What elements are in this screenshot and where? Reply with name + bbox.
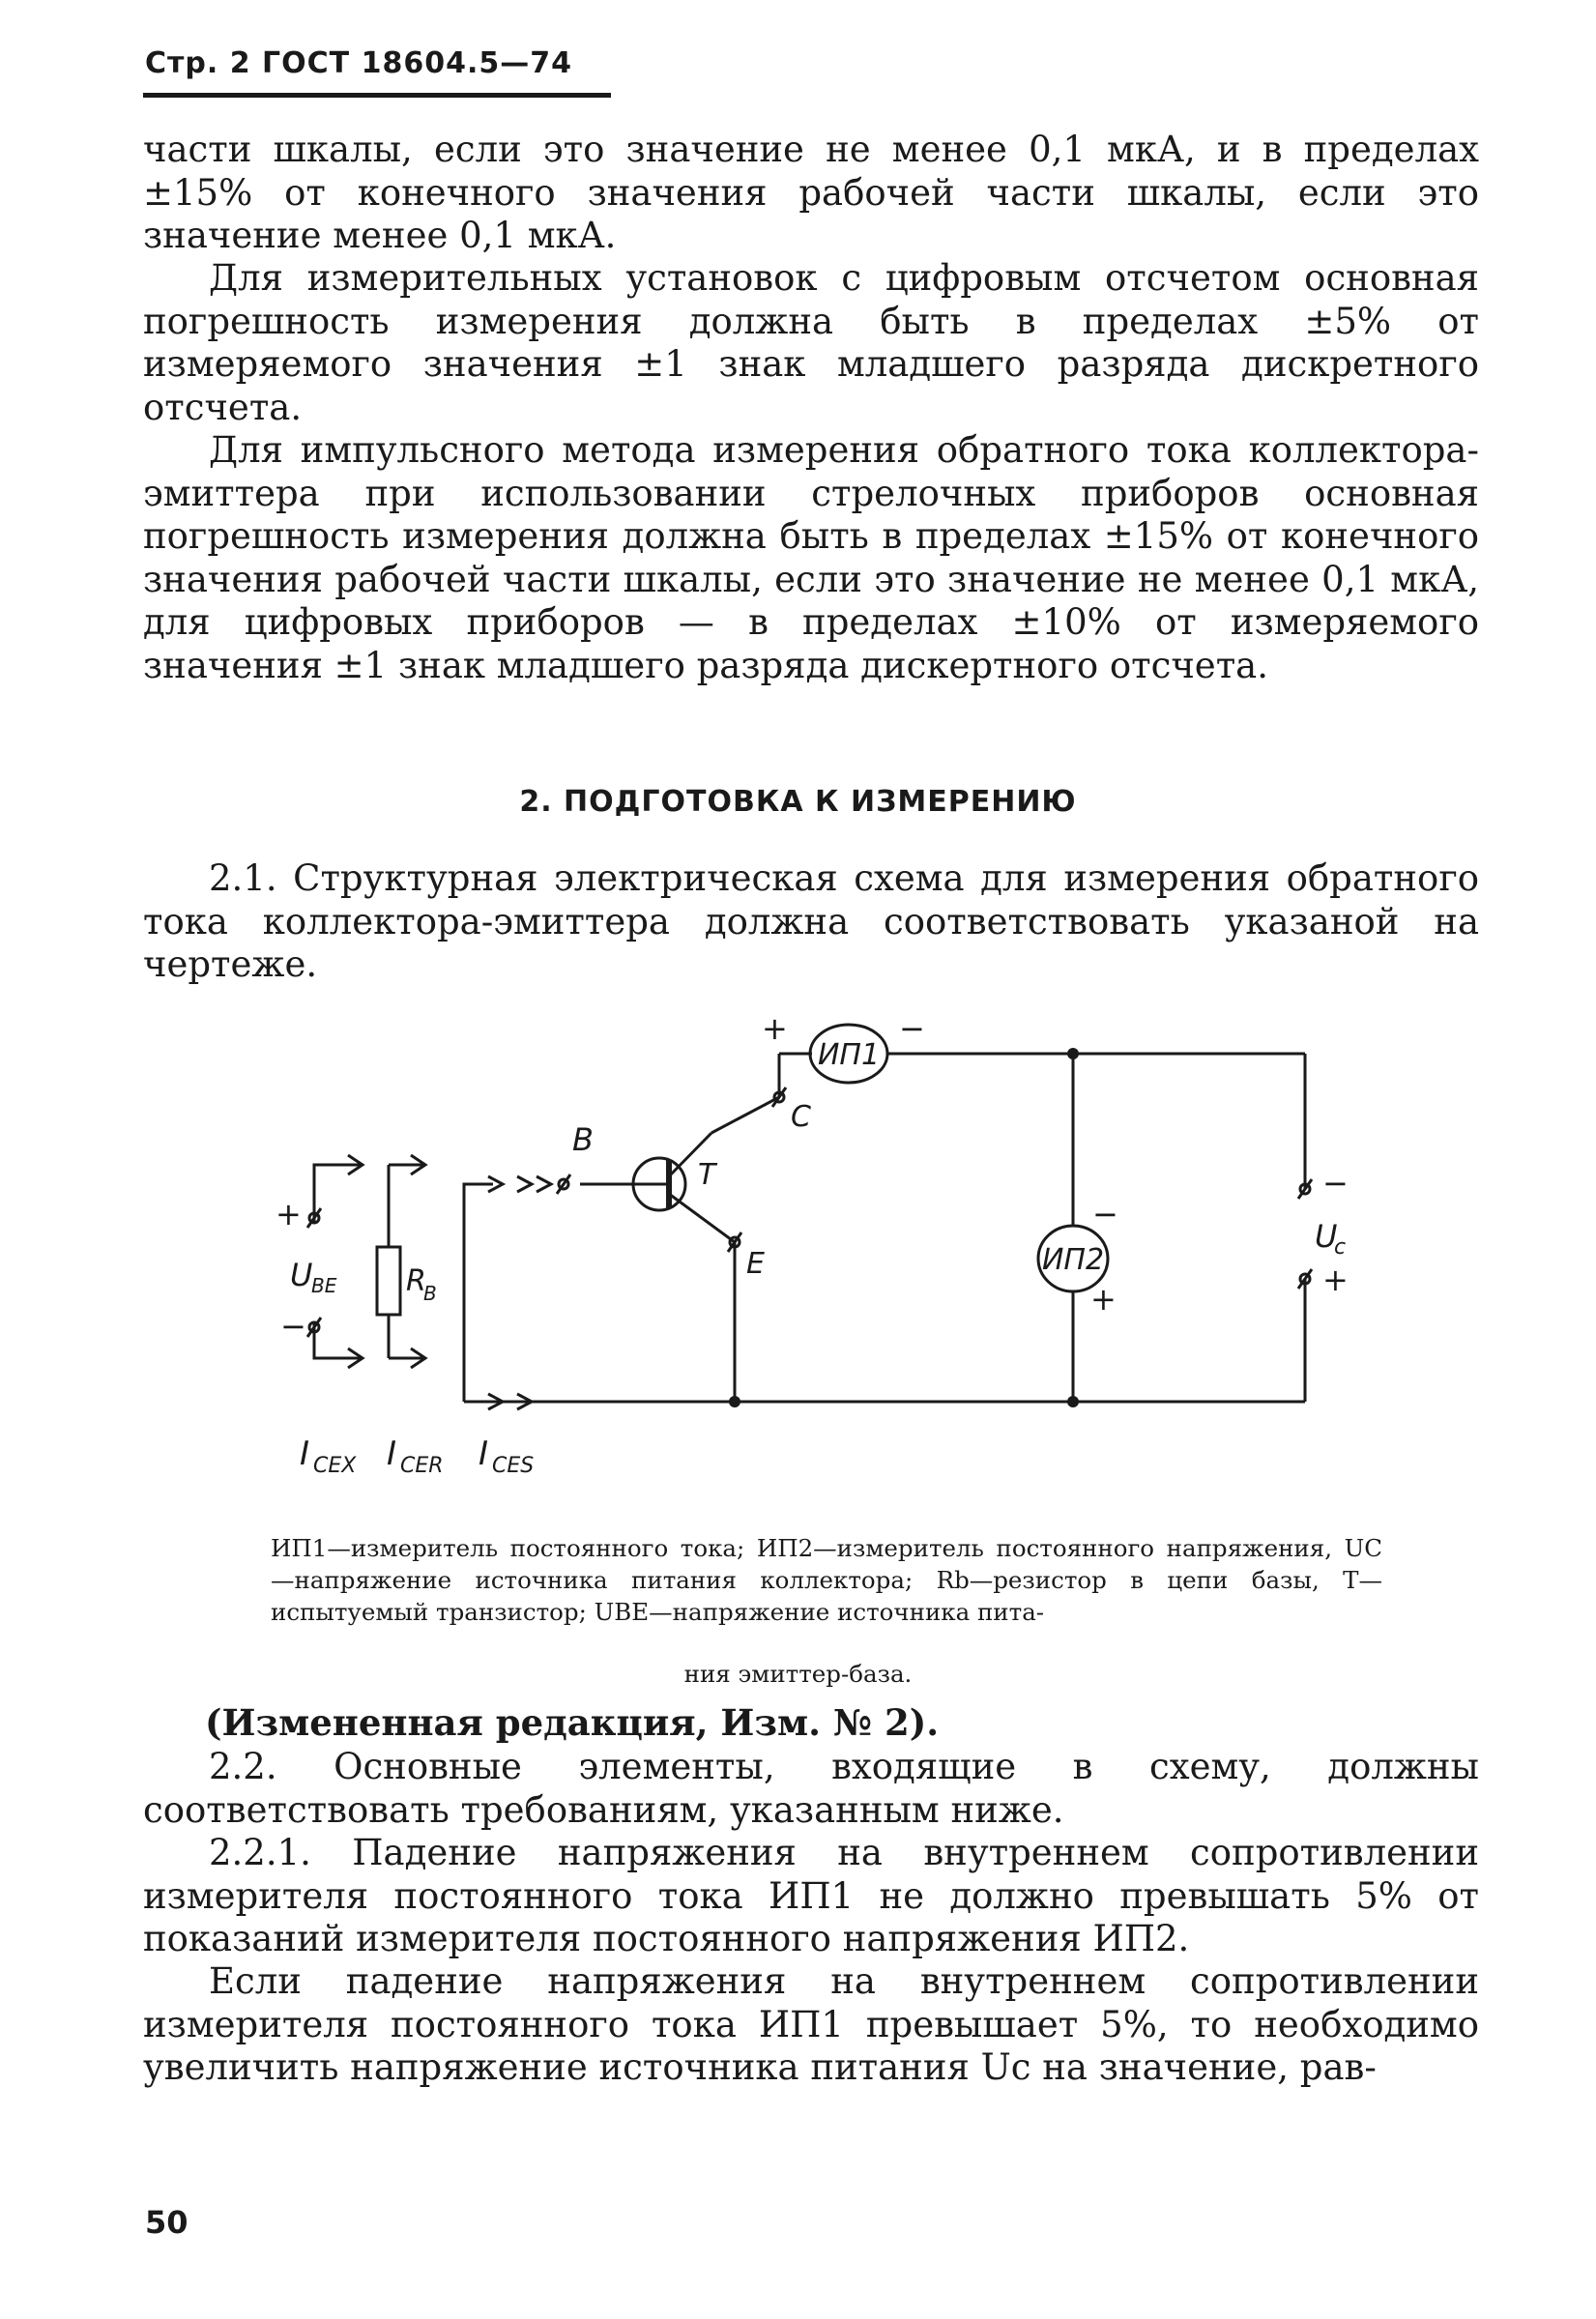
header-rule [143, 93, 611, 98]
paragraph-last: Если падение напряжения на внутреннем сопротивлении измерителя постоянного тока ИП1 превышает 5%, то необходимо увеличить напряжение источника питания Uс на значение, рав- [143, 1960, 1479, 2088]
junction-dot [1067, 1048, 1079, 1059]
uc-sub: c [1334, 1235, 1347, 1260]
icex-sub: CEX [313, 1454, 357, 1478]
ube-minus: − [280, 1308, 306, 1345]
ip2-plus: + [1090, 1281, 1117, 1318]
paragraph-2-1: 2.1. Структурная электрическая схема для измерения обратного тока коллектора-эмиттера должна соответствовать указаной на чертеже. [143, 857, 1479, 985]
ip2-minus: − [1092, 1196, 1118, 1232]
uc-minus: − [1322, 1165, 1349, 1202]
amendment-note: (Измененная редакция, Изм. № 2). [205, 1701, 940, 1744]
icer-label: I [387, 1435, 397, 1473]
page-number: 50 [145, 2204, 189, 2241]
ices-sub: CES [492, 1454, 535, 1478]
uc-label: U [1315, 1218, 1338, 1255]
ip1-plus: + [762, 1010, 788, 1047]
collector-lead [711, 1097, 779, 1133]
rb-label: R [406, 1264, 426, 1298]
paragraph-3: Для импульсного метода измерения обратного тока коллектора-эмиттера при использовании стрелочных приборов основная погрешность измерения должна быть в пределах ±15% от конечного значения рабочей части шкалы, если это значение не менее 0,1 мкА, для цифровых приборов — в пределах ±10% от измеряемого значения ±1 знак младшего разряда дискертного отсчета. [143, 429, 1479, 686]
ices-label: I [479, 1435, 489, 1473]
paragraph-1: части шкалы, если это значение не менее 0,1 мкА, и в пределах ±15% от конечного значения рабочей части шкалы, если это значение менее 0,1 мкА. [143, 129, 1479, 256]
paragraph-2-2: 2.2. Основные элементы, входящие в схему, должны соответствовать требованиям, указанным ниже. [143, 1746, 1479, 1831]
ube-label: U [290, 1257, 313, 1293]
ube-bottom-lead [314, 1339, 363, 1358]
diagram-caption: ИП1—измеритель постоянного тока; ИП2—измеритель постоянного напряжения, UC —напряжение источника питания коллектора; Rb—резистор в цепи базы, T—испытуемый транзистор; UBE—напряжение источника пита- [271, 1534, 1382, 1626]
junction-dot [729, 1396, 740, 1407]
t-label: T [698, 1158, 716, 1192]
e-label: E [746, 1247, 765, 1281]
ip1-minus: − [899, 1010, 925, 1047]
junction-dot [1067, 1396, 1079, 1407]
paragraph-2-2-1: 2.2.1. Падение напряжения на внутреннем сопротивлении измерителя постоянного тока ИП1 не должно превышать 5% от показаний измерителя постоянного напряжения ИП2. [143, 1832, 1479, 1959]
c-label: C [791, 1100, 811, 1134]
section-title: 2. ПОДГОТОВКА К ИЗМЕРЕНИЮ [519, 785, 1077, 819]
ube-plus: + [276, 1196, 302, 1232]
b-label: B [572, 1121, 594, 1158]
arrowhead [517, 1176, 532, 1192]
ube-sub: BE [311, 1274, 337, 1297]
icex-label: I [300, 1435, 310, 1473]
paragraph-2: Для измерительных установок с цифровым отсчетом основная погрешность измерения должна быть в пределах ±5% от измеряемого значения ±1 знак младшего разряда дискретного отсчета. [143, 257, 1479, 428]
diagram-caption-end: ния эмиттер-база. [683, 1660, 913, 1688]
ices-short-lead [464, 1184, 493, 1402]
circuit-diagram [242, 1010, 1353, 1493]
resistor-rb [377, 1247, 400, 1315]
page-header: Стр. 2 ГОСТ 18604.5—74 [145, 46, 572, 80]
arrowhead [537, 1176, 551, 1192]
ip2-label: ИП2 [1041, 1243, 1105, 1277]
transistor-emitter-line [669, 1194, 735, 1242]
ip1-label: ИП1 [817, 1038, 881, 1072]
uc-plus: + [1322, 1261, 1349, 1298]
icer-sub: CER [400, 1454, 444, 1478]
rb-sub: B [423, 1282, 437, 1305]
